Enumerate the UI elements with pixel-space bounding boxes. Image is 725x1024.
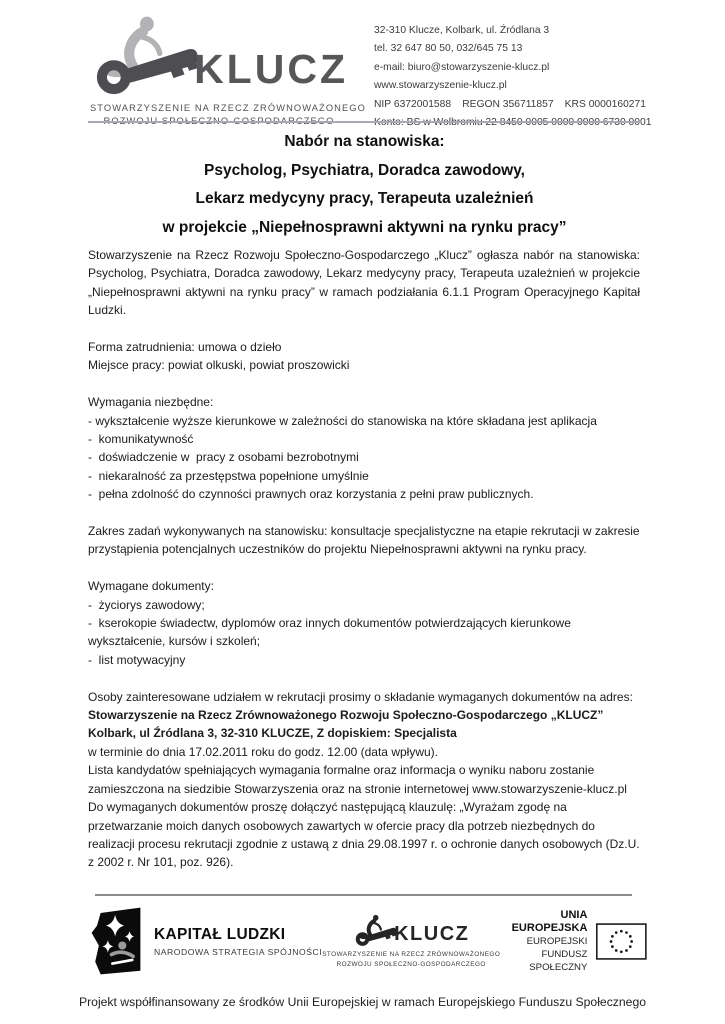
klucz-logo-wordmark: KLUCZ [194,46,348,92]
employment-form: Forma zatrudnienia: umowa o dzieło [88,340,282,355]
application-address: Stowarzyszenie na Rzecz Zrównoważonego Rozwoju Społeczno-Gospodarczego „KLUCZ” Kolbark, ul Źródlana 3, 32-310 KLUCZE, Z dopiskiem: Specjalista [88,708,604,741]
title-line-4: w projekcie „Niepełnosprawni aktywni na rynku pracy” [162,218,567,236]
klucz-small-org-line1: STOWARZYSZENIE NA RZECZ ZRÓWNOWAŻONEGO [322,951,501,958]
eu-logo-block [500,909,647,974]
eu-subtitle-2: FUNDUSZ SPOŁECZNY [529,948,588,973]
kapital-ludzki-logo-block [88,905,322,977]
krs-number: KRS 0000160271 [564,98,646,110]
application-intro: Osoby zainteresowane udziałem w rekrutacji prosimy o składanie wymaganych dokumentów na adres: [88,689,633,704]
klucz-logo-block [90,14,366,132]
contact-phone: tel. 32 647 80 50, 032/645 75 13 [374,43,523,55]
title-line-2: Psycholog, Psychiatra, Doradca zawodowy, [203,161,525,179]
list-item: - życiorys zawodowy; [88,597,205,612]
funding-note: Projekt współfinansowany ze środków Unii Europejskiej w ramach Europejskiego Funduszu Społecznego [78,995,646,1009]
list-item: - list motywacyjny [88,652,186,667]
requirements-list [88,412,640,504]
kapital-ludzki-flag-icon [88,905,144,977]
nip-number: NIP 6372001588 [374,98,452,110]
tasks-paragraph: Zakres zadań wykonywanych na stanowisku: konsultacje specjalistyczne na etapie rekrutacji w zakresie przystąpienia potencjalnych uczestników do projektu Niepełnosprawni aktywni na rynku pracy. [88,524,640,557]
intro-paragraph: Stowarzyszenie na Rzecz Rozwoju Społeczno-Gospodarczego „Klucz” ogłasza nabór na stanowiska: Psycholog, Psychiatra, Doradca zawodowy, Lekarz medycyny pracy, Terapeuta uzależnień w projekcie „Niepełnosprawni aktywni na rynku pracy” w ramach podziałania 6.1.1 Program Operacyjnego Kapitał Ludzki. [88,248,640,318]
letterhead [90,14,652,132]
results-info: Lista kandydatów spełniających wymagania formalne oraz informacja o wyniku naboru zostanie zamieszczona na siedzibie Stowarzyszenia oraz na stronie internetowej www.stowarzyszenie-klucz.pl [88,763,627,796]
kapital-ludzki-title: KAPITAŁ LUDZKI [154,925,286,943]
kapital-ludzki-subtitle: NARODOWA STRATEGIA SPÓJNOŚCI [154,946,323,957]
application-deadline: w terminie do dnia 17.02.2011 roku do godz. 12.00 (data wpływu). [88,744,438,759]
contact-email: e-mail: biuro@stowarzyszenie-klucz.pl [374,61,550,73]
footer-divider [95,894,632,896]
document-title [88,128,641,242]
list-item: - pełna zdolność do czynności prawnych oraz korzystania z pełni praw publicznych. [88,487,534,502]
bank-account: Konto: BS w Wolbromiu 22 8450 0005 0000 0000 6730 0001 [374,117,652,129]
list-item: - komunikatywność [88,432,194,447]
eu-subtitle-1: EUROPEJSKI [526,935,588,947]
eu-flag-icon [596,919,647,964]
list-item: - kserokopie świadectw, dyplomów oraz innych dokumentów potwierdzających kierunkowe wykształcenie, kursów i szkoleń; [88,616,575,649]
klucz-small-org-line2: ROZWOJU SPOŁECZNO-GOSPODARCZEGO [336,961,486,968]
documents-heading: Wymagane dokumenty: [88,579,214,594]
registry-numbers [374,96,646,114]
list-item: - wykształcenie wyższe kierunkowe w zależności do stanowiska na które składana jest aplikacja [88,413,597,428]
eu-title: UNIA EUROPEJSKA [511,908,588,934]
regon-number: REGON 356711857 [462,98,554,110]
workplace: Miejsce pracy: powiat olkuski, powiat proszowicki [88,358,350,373]
data-protection-clause: Do wymaganych dokumentów proszę dołączyć następującą klauzulę: „Wyrażam zgodę na przetwarzanie moich danych osobowych zawartych w ofercie pracy dla potrzeb niezbędnych do realizacji procesu rekrutacji zgodnie z ustawą z dnia 29.08.1997 r. o ochronie danych osobowych (Dz.U. z 2002 r. Nr 101, poz. 926). [88,800,640,870]
klucz-logo-small-block [322,913,500,969]
list-item: - niekaralność za przestępstwa popełnione umyślnie [88,468,369,483]
klucz-small-wordmark: KLUCZ [394,923,470,945]
documents-list [88,596,640,670]
contact-block [374,14,652,132]
title-line-1: Nabór na stanowiska: [284,133,445,150]
footer-logos [88,905,642,977]
klucz-logo-small-icon [353,913,397,949]
list-item: - doświadczenie w pracy z osobami bezrobotnymi [88,450,359,465]
requirements-heading: Wymagania niezbędne: [88,395,214,410]
title-line-3: Lekarz medycyny pracy, Terapeuta uzależnień [195,190,534,207]
application-paragraph [88,688,640,743]
klucz-logo-icon [90,14,200,100]
contact-address: 32-310 Klucze, Kolbark, ul. Źródlana 3 [374,25,550,36]
contact-website: www.stowarzyszenie-klucz.pl [374,80,507,92]
association-name: STOWARZYSZENIE NA RZECZ ZRÓWNOWAŻONEGO ROZWOJU SPOŁECZNO-GOSPODARCZEGO [90,103,366,126]
header-divider [88,121,641,123]
document-body [88,246,640,872]
